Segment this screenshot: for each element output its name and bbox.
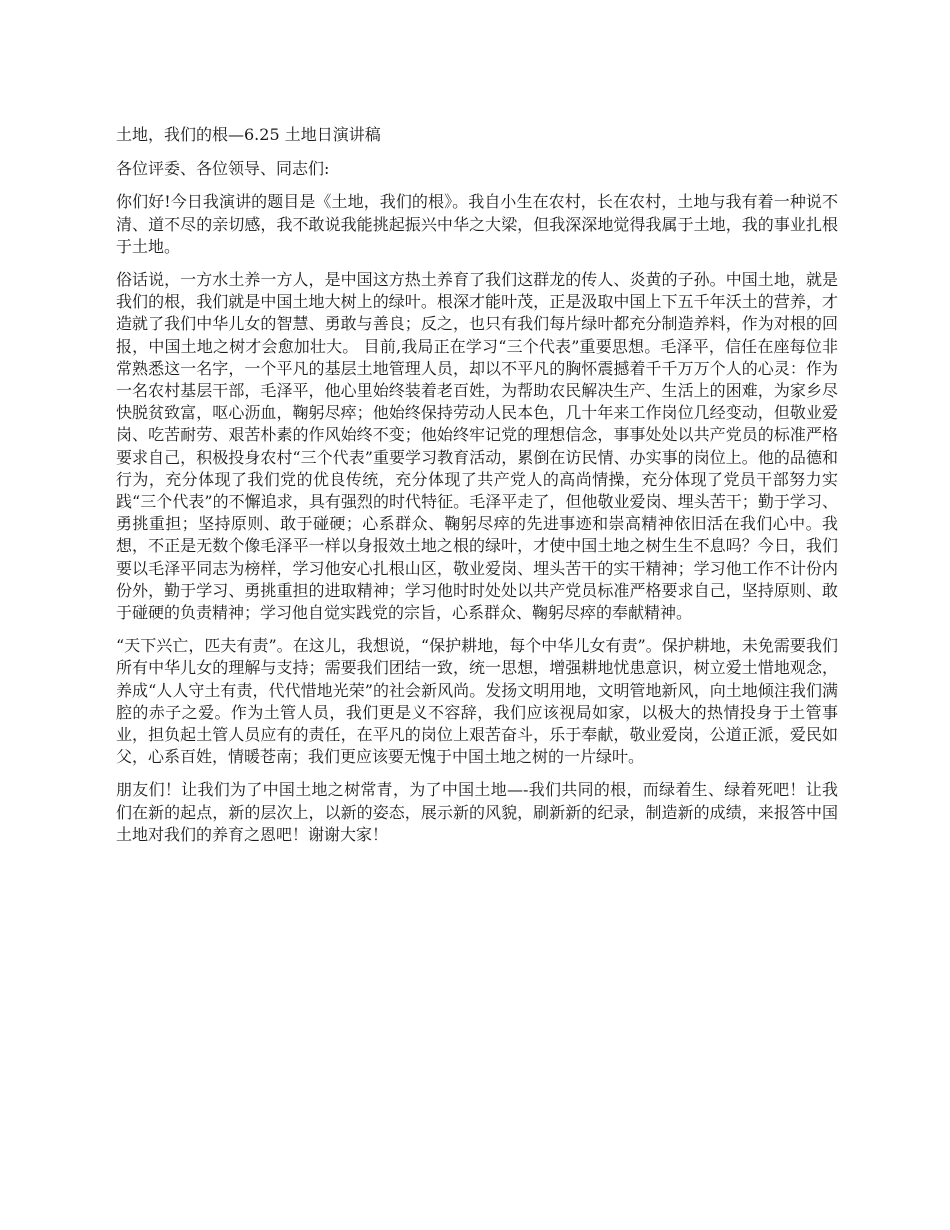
salutation-paragraph: 各位评委、各位领导、同志们:: [116, 159, 330, 179]
document-title: 土地，我们的根—6.25 土地日演讲稿: [116, 125, 381, 144]
closing-paragraph: 朋友们！让我们为了中国土地之树常青，为了中国土地—-我们共同的根，而绿着生、绿着死吧！让我们在新的起点，新的层次上，以新的姿态，展示新的风貌，刷新新的纪录，制造新的成绩，来报答中国土地对我们的养育之恩吧！谢谢大家！: [116, 780, 838, 844]
intro-paragraph: 你们好!今日我演讲的题目是《土地，我们的根》。我自小生在农村，长在农村，土地与我有着一种说不清、道不尽的亲切感，我不敢说我能挑起振兴中华之大梁，但我深深地觉得我属于土地，我的事业扎根于土地。: [116, 192, 838, 256]
body-paragraph: “天下兴亡，匹夫有责”。在这儿，我想说，“保护耕地，每个中华儿女有责”。保护耕地，未免需要我们所有中华儿女的理解与支持；需要我们团结一致，统一思想，增强耕地忧患意识，树立爱土惜地观念，养成“人人守土有责，代代惜地光荣”的社会新风尚。发扬文明用地，文明管地新风，向土地倾注我们满腔的赤子之爱。作为土管人员，我们更是义不容辞，我们应该视局如家，以极大的热情投身于土管事业，担负起土管人员应有的责任，在平凡的岗位上艰苦奋斗，乐于奉献，敬业爱岗，公道正派，爱民如父，心系百姓，情暖苍南；我们更应该要无愧于中国土地之树的一片绿叶。: [116, 636, 838, 767]
document-page: [116, 124, 838, 857]
body-paragraph: 俗话说，一方水土养一方人，是中国这方热土养育了我们这群龙的传人、炎黄的子孙。中国土地，就是我们的根，我们就是中国土地大树上的绿叶。根深才能叶茂，正是汲取中国上下五千年沃土的营养，才造就了我们中华儿女的智慧、勇敢与善良；反之，也只有我们每片绿叶都充分制造养料，作为对根的回报，中国土地之树才会愈加壮大。 目前,我局正在学习“三个代表”重要思想。毛泽平，信任在座每位非常熟悉这一名字，一个平凡的基层土地管理人员，却以不平凡的胸怀震撼着千千万万个人的心灵：作为一名农村基层干部，毛泽平，他心里始终装着老百姓，为帮助农民解决生产、生活上的困难，为家乡尽快脱贫致富，呕心沥血，鞠躬尽瘁；他始终保持劳动人民本色，几十年来工作岗位几经变动，但敬业爱岗、吃苦耐劳、艰苦朴素的作风始终不变；他始终牢记党的理想信念，事事处处以共产党员的标准严格要求自己，积极投身农村“三个代表”重要学习教育活动，累倒在访民情、办实事的岗位上。他的品德和行为，充分体现了我们党的优良传统，充分体现了共产党人的高尚情操，充分体现了党员干部努力实践“三个代表”的不懈追求，具有强烈的时代特征。毛泽平走了，但他敬业爱岗、埋头苦干；勤于学习、勇挑重担；坚持原则、敢于碰硬；心系群众、鞠躬尽瘁的先进事迹和崇高精神依旧活在我们心中。我想，不正是无数个像毛泽平一样以身报效土地之根的绿叶，才使中国土地之树生生不息吗？今日，我们要以毛泽平同志为榜样，学习他安心扎根山区，敬业爱岗、埋头苦干的实干精神；学习他工作不计份内份外，勤于学习、勇挑重担的进取精神；学习他时时处处以共产党员标准严格要求自己，坚持原则、敢于碰硬的负责精神；学习他自觉实践党的宗旨，心系群众、鞠躬尽瘁的奉献精神。: [116, 270, 838, 623]
